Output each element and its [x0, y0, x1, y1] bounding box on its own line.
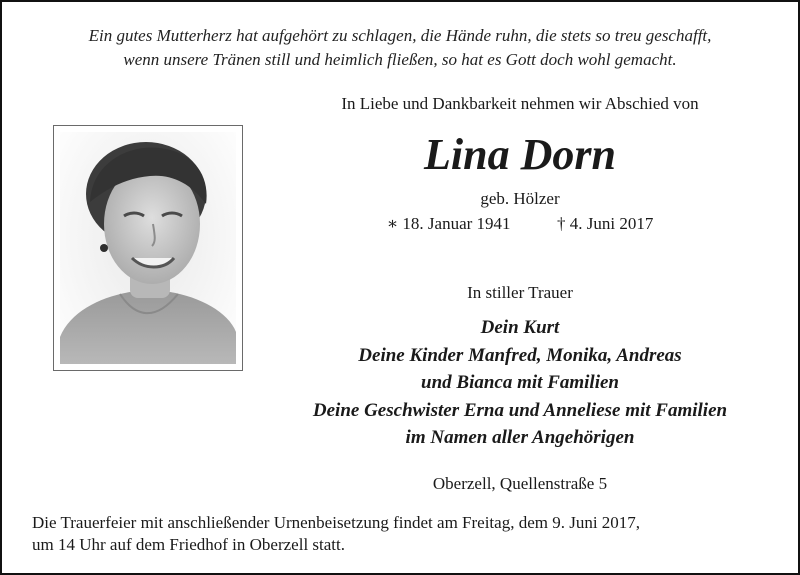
portrait-photo — [60, 132, 236, 364]
poem — [2, 24, 798, 72]
funeral-line-1: Die Trauerfeier mit anschließender Urnenbeisetzung findet am Freitag, dem 9. Juni 2017, — [32, 513, 641, 532]
family-line: und Bianca mit Familien — [421, 372, 619, 393]
family-line: Dein Kurt — [480, 317, 560, 338]
mourning-heading: In stiller Trauer — [467, 283, 573, 302]
family-line: Deine Geschwister Erna und Anneliese mit Familien — [312, 399, 728, 421]
death-cross-icon: † — [557, 214, 566, 233]
birth-symbol-icon: ∗ — [386, 214, 399, 233]
death-date: 4. Juni 2017 — [569, 214, 654, 233]
poem-line-2: wenn unsere Tränen still und heimlich fließen, so hat es Gott doch wohl gemacht. — [123, 50, 677, 69]
deceased-name: Lina Dorn — [424, 130, 616, 179]
family-address: Oberzell, Quellenstraße 5 — [432, 474, 608, 493]
birth-name: geb. Hölzer — [480, 189, 560, 208]
funeral-line-2: um 14 Uhr auf dem Friedhof in Oberzell statt. — [32, 535, 346, 554]
funeral-info — [32, 512, 792, 556]
intro-text: In Liebe und Dankbarkeit nehmen wir Abschied von — [341, 94, 699, 113]
family-line: Deine Kinder Manfred, Monika, Andreas — [358, 344, 682, 366]
birth-date: 18. Januar 1941 — [402, 214, 511, 233]
life-dates — [290, 214, 750, 234]
portrait-frame — [53, 125, 243, 371]
portrait-illustration — [60, 132, 236, 364]
family-list — [260, 314, 780, 452]
poem-line-1: Ein gutes Mutterherz hat aufgehört zu schlagen, die Hände ruhn, die stets so treu geschafft, — [88, 26, 712, 45]
family-line: im Namen aller Angehörigen — [405, 427, 635, 448]
